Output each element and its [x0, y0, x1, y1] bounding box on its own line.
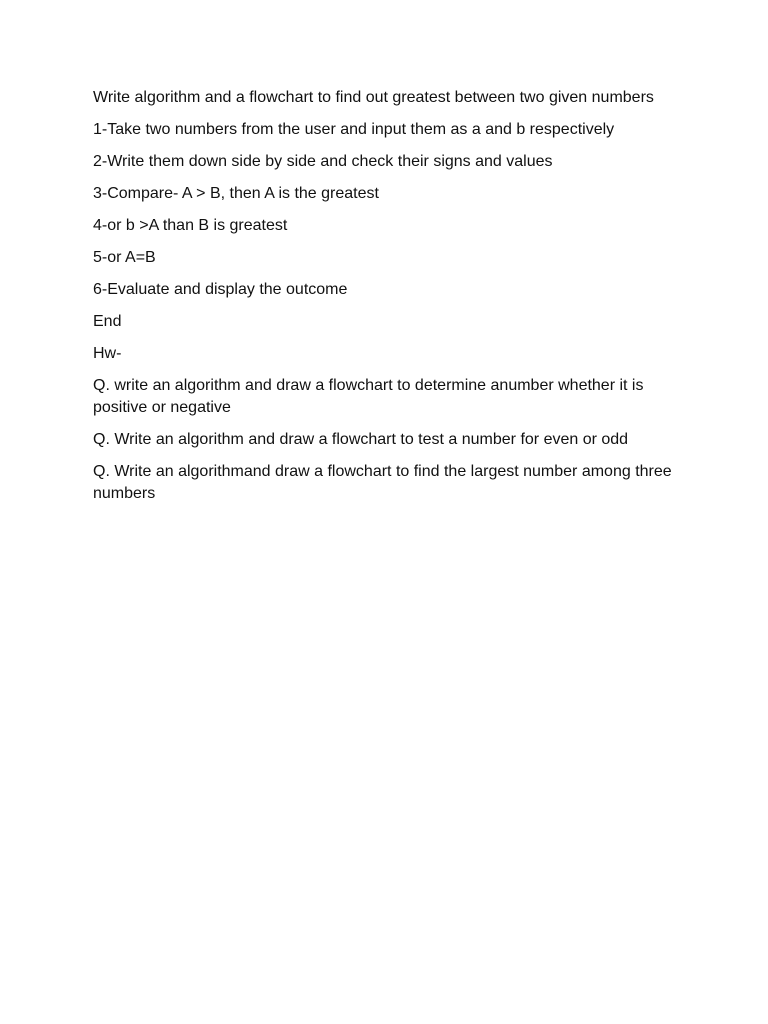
question-2-paragraph: Q. Write an algorithm and draw a flowchart to test a number for even or odd	[93, 431, 629, 448]
step-4-paragraph: 4-or b >A than B is greatest	[93, 217, 288, 234]
document-body	[93, 87, 673, 515]
homework-heading: Hw-	[93, 345, 122, 362]
title-paragraph: Write algorithm and a flowchart to find out greatest between two given numbers	[93, 89, 654, 106]
step-5-paragraph: 5-or A=B	[93, 249, 156, 266]
step-1-paragraph: 1-Take two numbers from the user and input them as a and b respectively	[93, 121, 615, 138]
step-2-paragraph: 2-Write them down side by side and check their signs and values	[93, 153, 553, 170]
end-paragraph: End	[93, 313, 122, 330]
step-3-paragraph: 3-Compare- A > B, then A is the greatest	[93, 185, 379, 202]
step-6-paragraph: 6-Evaluate and display the outcome	[93, 281, 348, 298]
question-1-paragraph: Q. write an algorithm and draw a flowchart to determine anumber whether it is positive or negative	[93, 377, 644, 416]
question-3-paragraph: Q. Write an algorithmand draw a flowchart to find the largest number among three numbers	[93, 463, 672, 502]
